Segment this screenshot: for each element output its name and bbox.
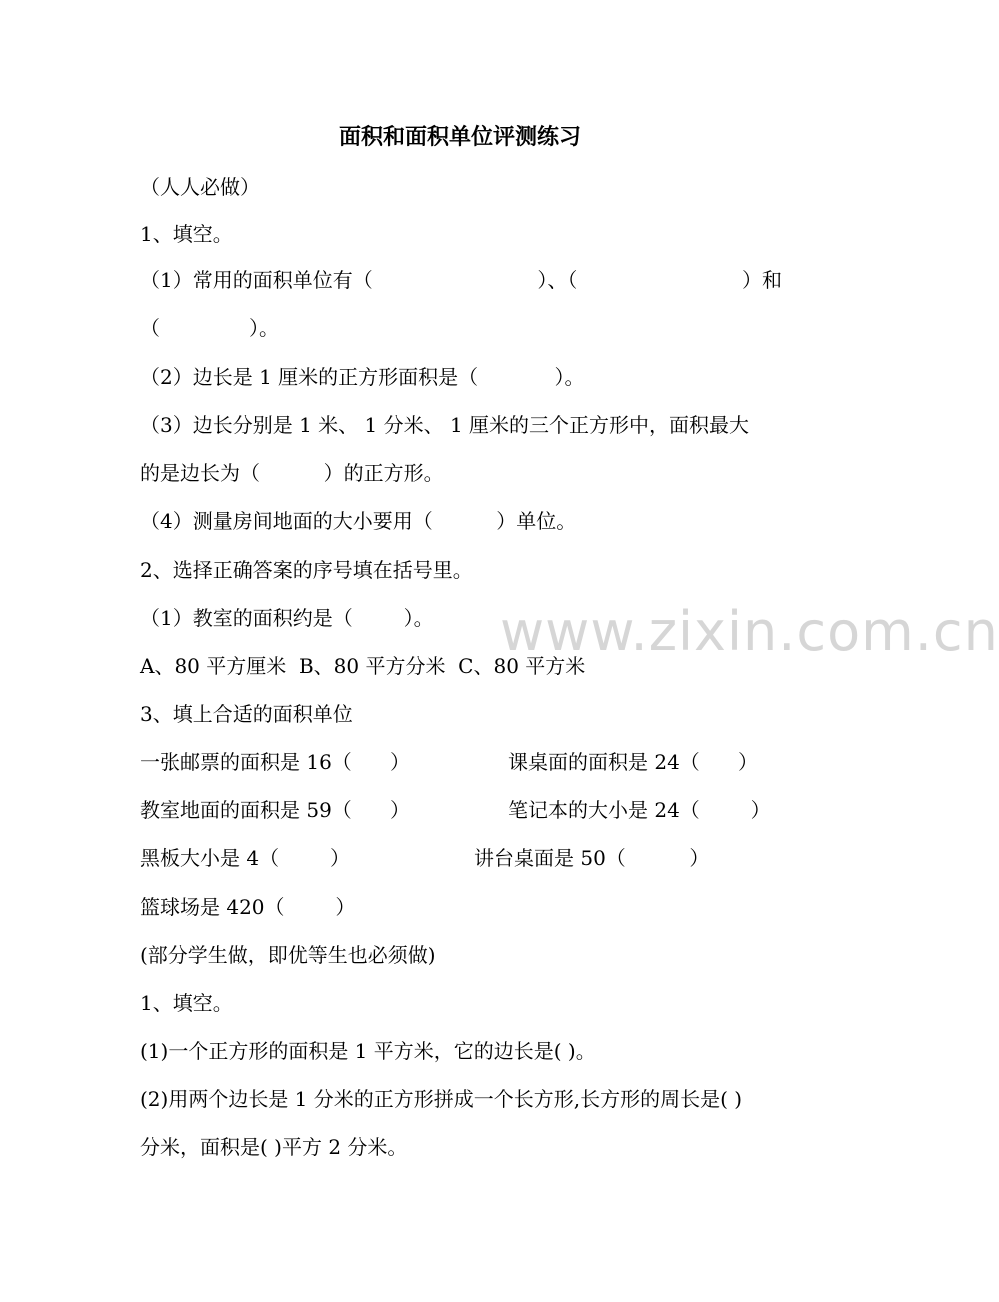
q3-row1-left: 一张邮票的面积是 16（ ）: [140, 750, 410, 774]
section2-heading: 1、填空。: [140, 991, 233, 1015]
q1-item4: （4）测量房间地面的大小要用（ ）单位。: [140, 509, 577, 533]
q1-item1-line2: （ ）。: [140, 316, 280, 340]
q1-item1-part3: ）和: [741, 268, 782, 292]
q1-item3-line2: 的是边长为（ ）的正方形。: [140, 461, 444, 485]
q3-row2-right: 笔记本的大小是 24（ ）: [508, 798, 771, 822]
section2-item1: (1)一个正方形的面积是 1 平方米，它的边长是( )。: [140, 1039, 596, 1063]
section1-label: （人人必做）: [140, 175, 260, 199]
q2-item1: （1）教室的面积约是（ ）。: [140, 606, 434, 630]
q3-heading: 3、填上合适的面积单位: [140, 702, 353, 726]
q3-row1-right: 课桌面的面积是 24（ ）: [508, 750, 758, 774]
q1-item1-part2: ）、（: [537, 268, 578, 292]
q3-row3-left: 黑板大小是 4（ ）: [140, 846, 350, 870]
q3-row4-left: 篮球场是 420（ ）: [140, 895, 356, 919]
q1-item2: （2）边长是 1 厘米的正方形面积是（ ）。: [140, 365, 585, 389]
q1-heading: 1、填空。: [140, 222, 233, 246]
q3-row3-right: 讲台桌面是 50（ ）: [474, 846, 710, 870]
q1-item3-line1: （3）边长分别是 1 米、 1 分米、 1 厘米的三个正方形中，面积最大: [140, 413, 750, 437]
section2-item2-line2: 分米，面积是( )平方 2 分米。: [140, 1135, 408, 1159]
watermark: www.zixin.com.cn: [500, 600, 999, 663]
page-title: 面积和面积单位评测练习: [338, 124, 581, 150]
q2-options: A、80 平方厘米 B、80 平方分米 C、80 平方米: [140, 654, 586, 678]
section2-label: (部分学生做，即优等生也必须做): [140, 943, 436, 967]
q3-row2-left: 教室地面的面积是 59（ ）: [140, 798, 410, 822]
q1-item1-line1: [140, 268, 782, 292]
section2-item2-line1: (2)用两个边长是 1 分米的正方形拼成一个长方形,长方形的周长是( ): [140, 1087, 743, 1111]
q1-item1-part1: （1）常用的面积单位有（: [140, 268, 373, 292]
q2-heading: 2、选择正确答案的序号填在括号里。: [140, 558, 473, 582]
